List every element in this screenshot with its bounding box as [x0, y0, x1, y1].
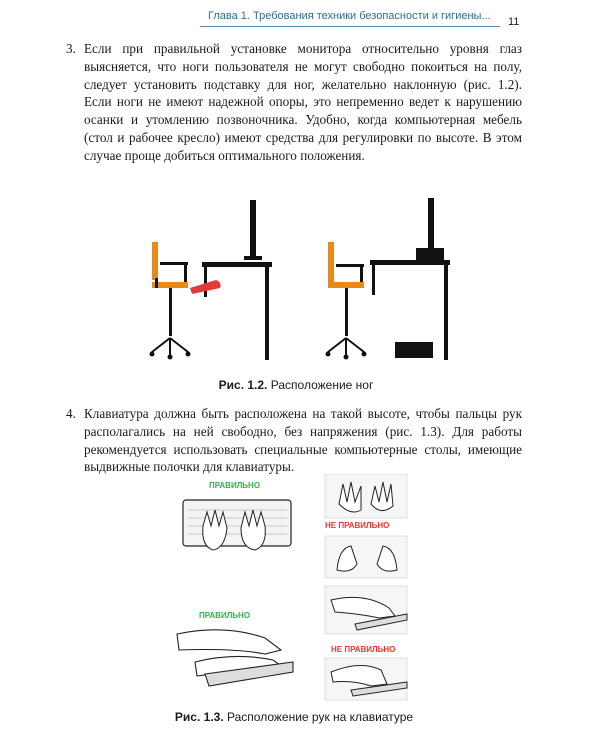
label-incorrect-top: НЕ ПРАВИЛЬНО [325, 521, 390, 530]
figure-1-3-caption [0, 710, 594, 724]
right-hand-icon [241, 510, 265, 550]
label-correct-top: ПРАВИЛЬНО [209, 481, 261, 490]
desk-icon [202, 262, 272, 267]
figure-1-2-caption [0, 378, 596, 392]
paragraph-number: 3. [66, 41, 76, 56]
figure-caption-text: Расположение ног [270, 378, 374, 392]
monitor-icon [250, 200, 256, 260]
figure-caption-text: Расположение рук на клавиатуре [227, 710, 414, 724]
figure-1-2-illustration [140, 190, 460, 370]
system-unit-icon [395, 342, 433, 358]
hands-examples-right [325, 474, 407, 700]
page-number: 11 [508, 16, 520, 28]
paragraph-3 [66, 40, 522, 165]
paragraph-number: 4. [66, 406, 76, 421]
desk-icon [370, 260, 450, 265]
correct-hands-topview [183, 481, 291, 550]
left-desk-scene [150, 200, 273, 360]
label-correct-bottom: ПРАВИЛЬНО [199, 611, 251, 620]
figure-label: Рис. 1.3. [174, 710, 224, 724]
paragraph-text: Если при правильной установке монитора относительно уровня глаз выясняется, что ноги пользователя не могут свободно покоиться на полу, следует установить подставку для ног, желательно наклонную (рис. 1.2). Если ноги не имеют надежной опоры, это непременно ведет к нарушению осанки и утомлению позвоночника. Удобно, когда компьютерная мебель (стол и рабочее кресло) имеют средства для регулировки по высоте. В этом случае проще добиться оптимального положения. [84, 41, 522, 163]
keyboard-icon [183, 500, 291, 546]
paragraph-4 [66, 405, 522, 476]
right-desk-scene [326, 198, 451, 360]
chair-icon [150, 242, 191, 360]
header-rule [200, 26, 500, 27]
chapter-title: Глава 1. Требования техники безопасности и гигиены... [208, 10, 491, 22]
hand-side-icon [177, 630, 281, 654]
paragraph-text: Клавиатура должна быть расположена на такой высоте, чтобы пальцы рук располагались на ней свободно, без напряжения (рис. 1.3). Для работы рекомендуется использовать специальные компьютерные столы, имеющие выдвижные полочки для клавиатуры. [84, 406, 522, 475]
chair-icon [326, 242, 367, 360]
figure-1-3-illustration [175, 474, 425, 706]
monitor-icon [428, 198, 434, 250]
figure-label: Рис. 1.2. [218, 378, 268, 392]
label-incorrect-bottom: НЕ ПРАВИЛЬНО [331, 645, 396, 654]
correct-hands-sideview [177, 611, 293, 686]
